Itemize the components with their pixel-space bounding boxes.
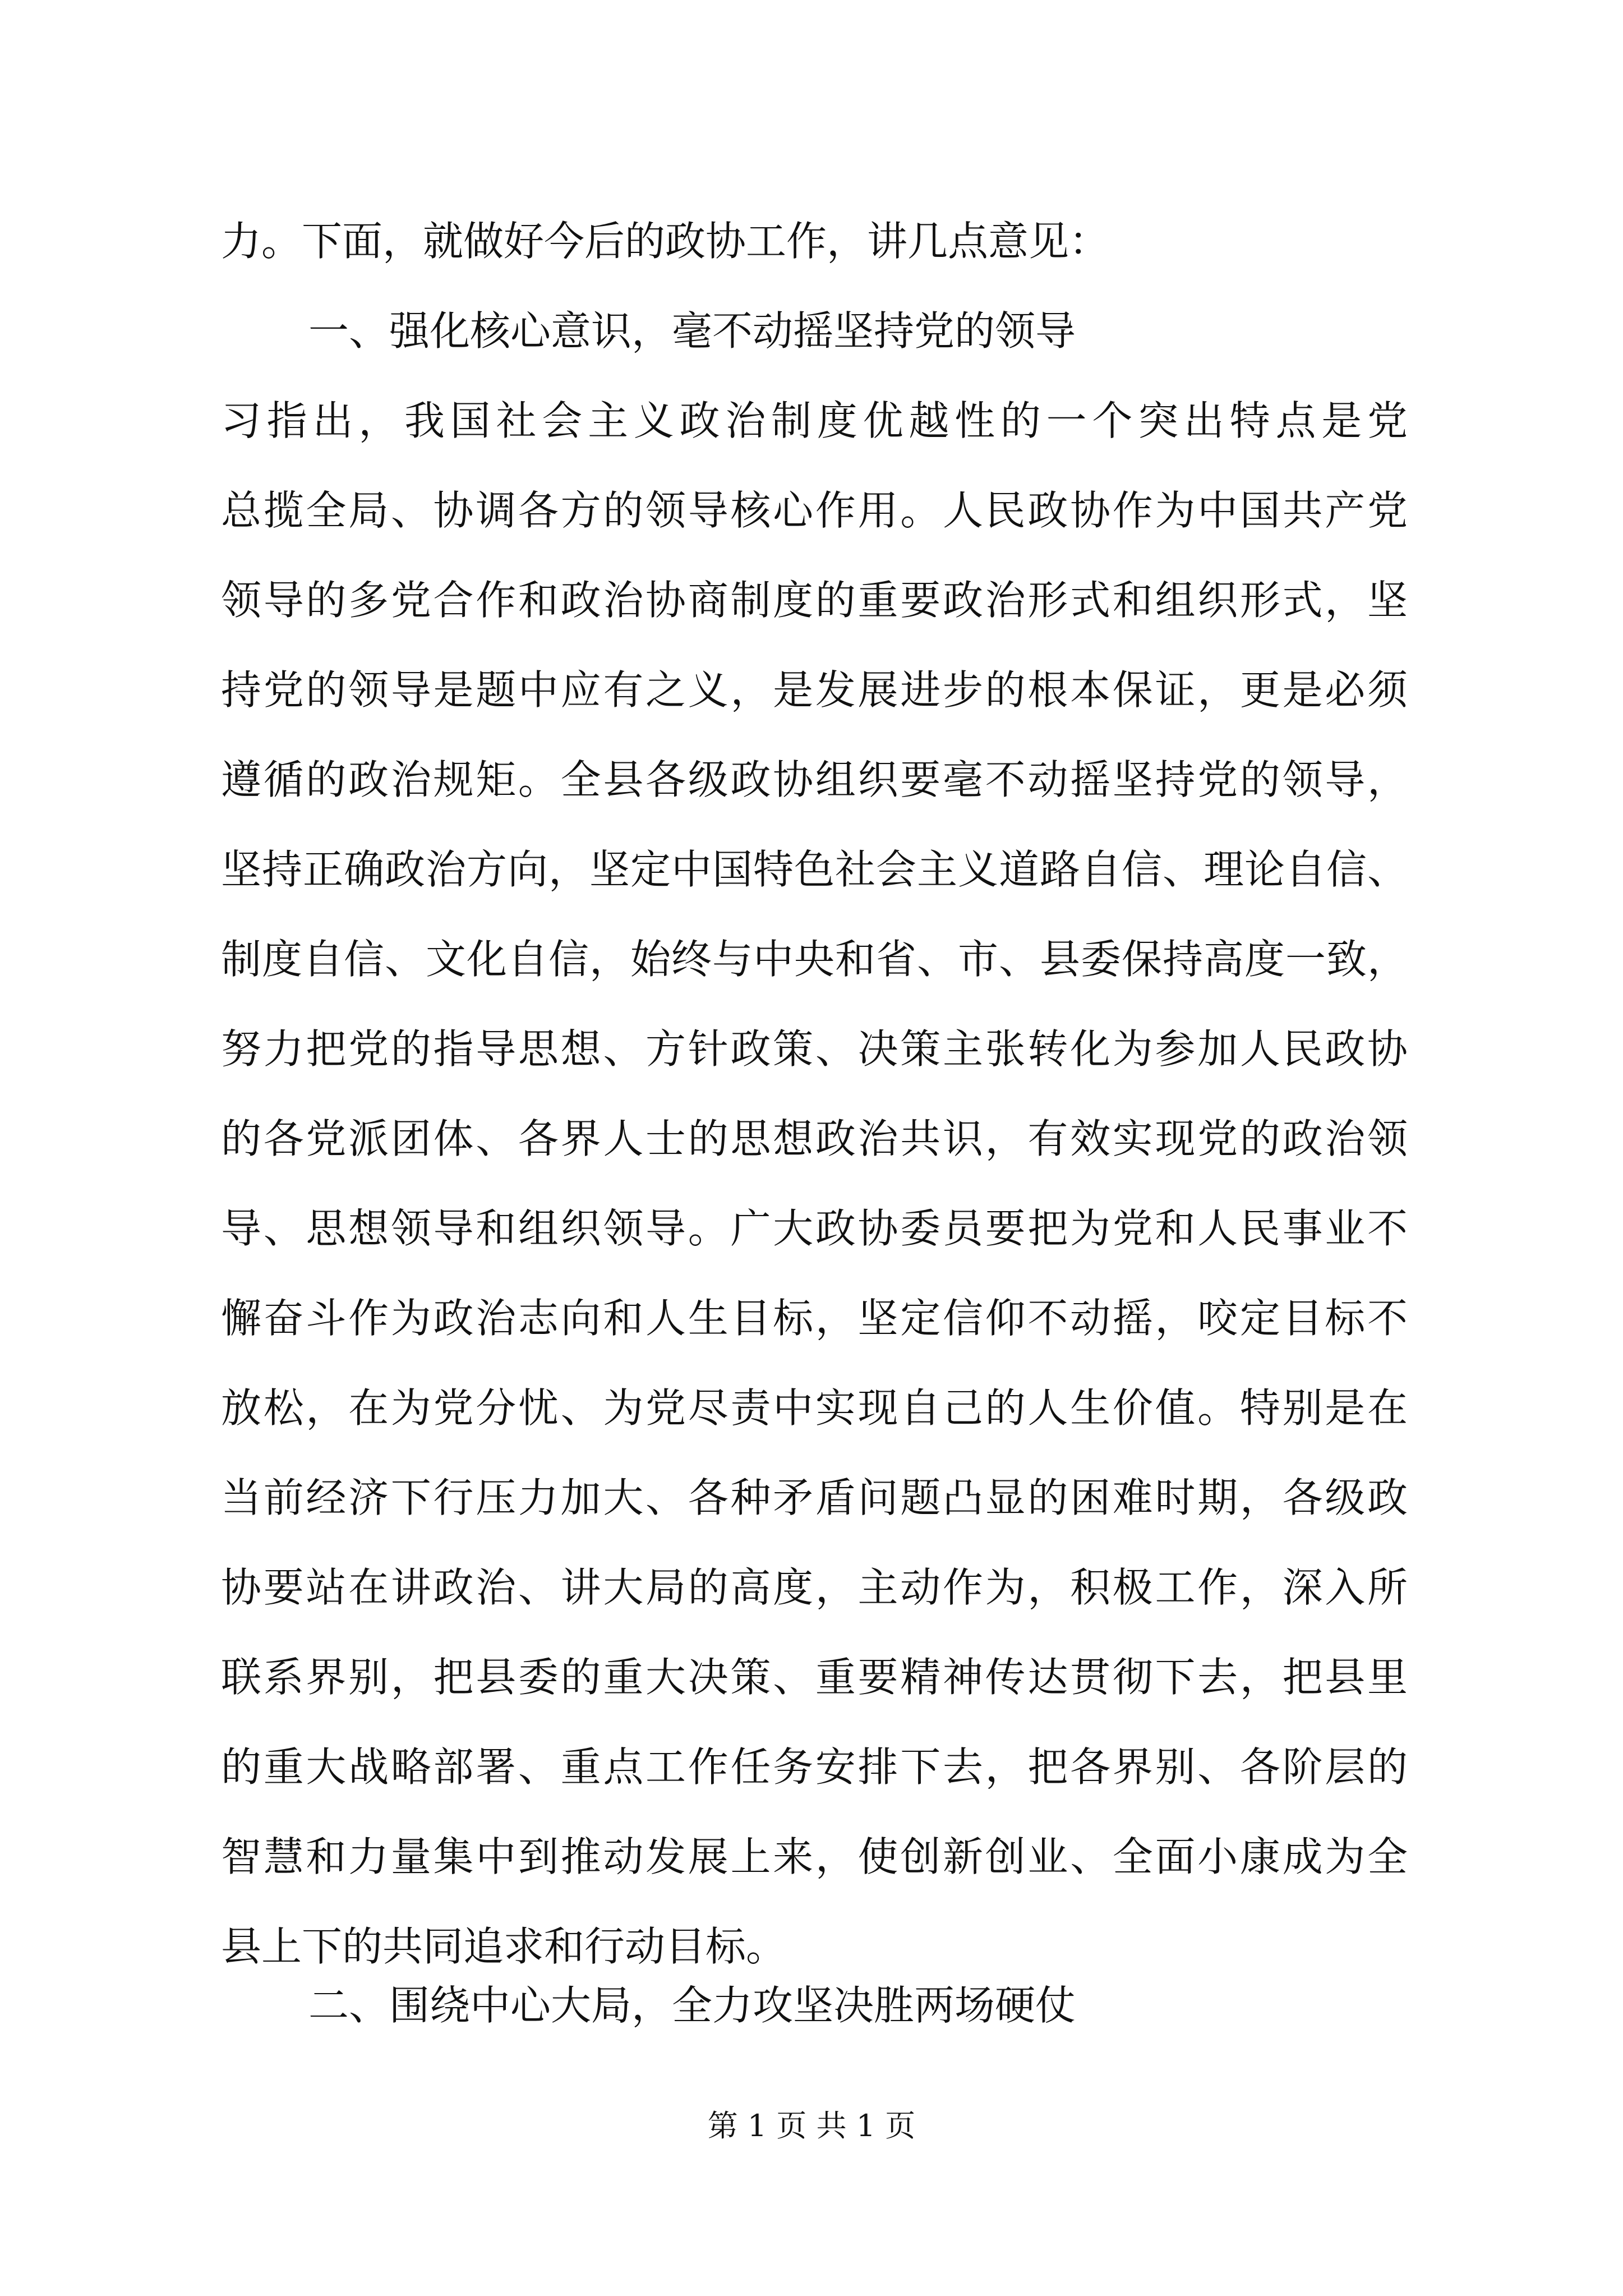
text-line: 持党的领导是题中应有之义，是发展进步的根本保证，更是必须	[221, 666, 1408, 714]
text-line: 坚持正确政治方向，坚定中国特色社会主义道路自信、理论自信、	[221, 846, 1408, 893]
text-line: 制度自信、文化自信，始终与中央和省、市、县委保持高度一致，	[221, 936, 1408, 983]
text-line: 放松，在为党分忧、为党尽责中实现自己的人生价值。特别是在	[221, 1384, 1408, 1432]
section-heading: 一、强化核心意识，毫不动摇坚持党的领导	[308, 307, 1076, 355]
text-line: 力。下面，就做好今后的政协工作，讲几点意见：	[221, 218, 1110, 265]
text-line: 总揽全局、协调各方的领导核心作用。人民政协作为中国共产党	[221, 487, 1408, 534]
text-line: 县上下的共同追求和行动目标。	[221, 1923, 787, 1970]
text-line: 联系界别，把县委的重大决策、重要精神传达贯彻下去，把县里	[221, 1654, 1408, 1701]
text-line: 智慧和力量集中到推动发展上来，使创新创业、全面小康成为全	[221, 1833, 1408, 1880]
text-line: 习指出，我国社会主义政治制度优越性的一个突出特点是党	[221, 397, 1408, 444]
page-number-footer: 第 1 页 共 1 页	[707, 2108, 916, 2143]
text-line: 遵循的政治规矩。全县各级政协组织要毫不动摇坚持党的领导，	[221, 756, 1408, 803]
text-line: 导、思想领导和组织领导。广大政协委员要把为党和人民事业不	[221, 1205, 1408, 1252]
text-line: 的重大战略部署、重点工作任务安排下去，把各界别、各阶层的	[221, 1743, 1408, 1791]
text-line: 领导的多党合作和政治协商制度的重要政治形式和组织形式，坚	[221, 577, 1408, 624]
text-line: 的各党派团体、各界人士的思想政治共识，有效实现党的政治领	[221, 1115, 1408, 1162]
text-line: 懈奋斗作为政治志向和人生目标，坚定信仰不动摇，咬定目标不	[221, 1295, 1408, 1342]
section-heading: 二、围绕中心大局，全力攻坚决胜两场硬仗	[308, 1982, 1076, 2029]
text-line: 当前经济下行压力加大、各种矛盾问题凸显的困难时期，各级政	[221, 1474, 1408, 1521]
text-line: 努力把党的指导思想、方针政策、决策主张转化为参加人民政协	[221, 1025, 1408, 1073]
text-line: 协要站在讲政治、讲大局的高度，主动作为，积极工作，深入所	[221, 1564, 1408, 1611]
